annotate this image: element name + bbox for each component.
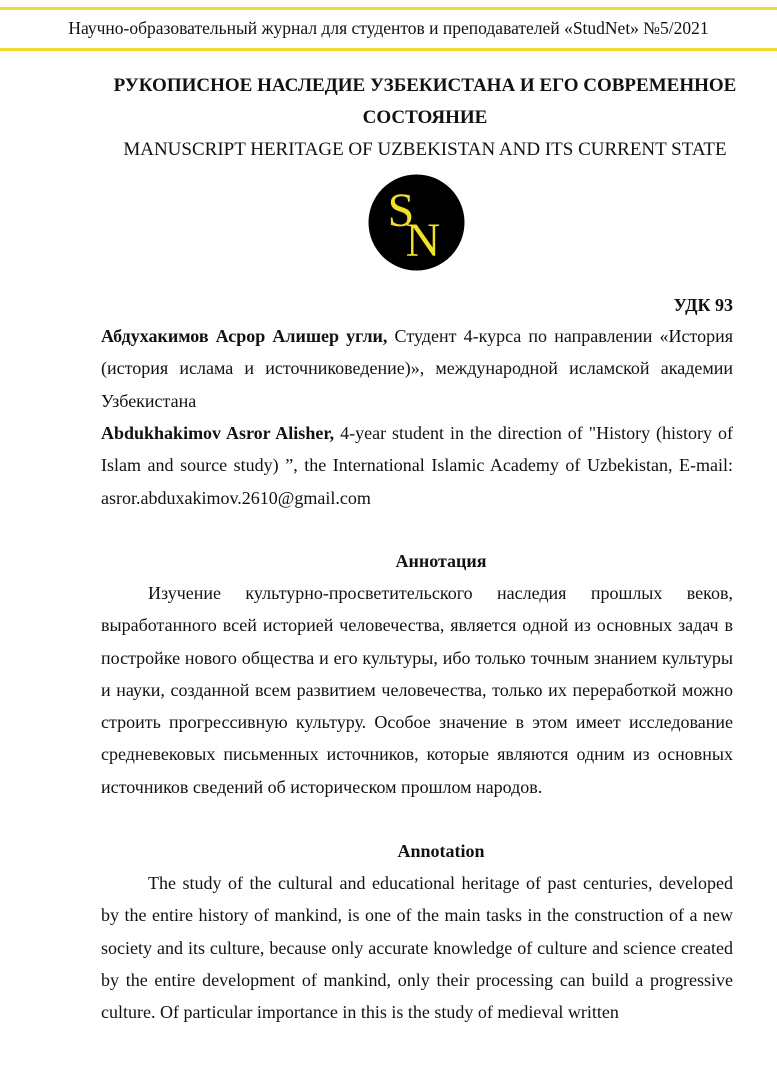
author-name-en: Abdukhakimov Asror Alisher, bbox=[101, 423, 335, 443]
article-title-ru: РУКОПИСНОЕ НАСЛЕДИЕ УЗБЕКИСТАНА И ЕГО СОВРЕМЕННОЕ СОСТОЯНИЕ bbox=[113, 75, 737, 128]
abstract-heading-en: Annotation bbox=[397, 841, 485, 861]
studnet-logo-icon bbox=[368, 174, 465, 271]
author-affiliation-ru: Студент 4-курса по направлении «История (история ислама и источниковедение)», международной исламской академии Узбекистана bbox=[101, 326, 733, 411]
abstract-text-ru: Изучение культурно-просветительского наследия прошлых веков, выработанного всей историей человечества, является одной из основных задач в постройке нового общества и его культуры, ибо только точным знанием культуры и науки, созданной всем развитием человечества, только их переработкой можно строить прогрессивную культуру. Особое значение в этом имеет исследование средневековых письменных источников, которые являются одним из основных источников сведений об историческом прошлом народов. bbox=[101, 583, 733, 797]
abstract-heading-ru: Аннотация bbox=[395, 551, 487, 571]
abstract-text-en: The study of the cultural and educational heritage of past centuries, developed by the entire history of mankind, is one of the main tasks in the construction of a new society and its culture, because only accurate knowledge of culture and science created by the entire development of mankind, only their processing can build a progressive culture. Of particular importance in this is the study of medieval written bbox=[101, 873, 733, 1023]
udk-code: УДК 93 bbox=[673, 295, 733, 315]
logo-letter-s: S bbox=[387, 184, 415, 237]
author-affiliation-en: 4-year student in the direction of "History (history of Islam and source study) ”, the International Islamic Academy of Uzbekistan, E-mail: asror.abduxakimov.2610@gmail.com bbox=[101, 423, 733, 508]
author-info-ru bbox=[101, 320, 733, 417]
author-info-en bbox=[101, 417, 733, 514]
author-name-ru: Абдухакимов Асрор Алишер угли, bbox=[101, 326, 388, 346]
logo-letter-n: N bbox=[405, 214, 441, 267]
journal-header: Научно-образовательный журнал для студентов и преподавателей «StudNet» №5/2021 bbox=[68, 18, 709, 38]
header-top-rule bbox=[0, 7, 777, 10]
header-bottom-rule bbox=[0, 48, 777, 51]
article-title-en: MANUSCRIPT HERITAGE OF UZBEKISTAN AND ITS CURRENT STATE bbox=[123, 139, 727, 160]
